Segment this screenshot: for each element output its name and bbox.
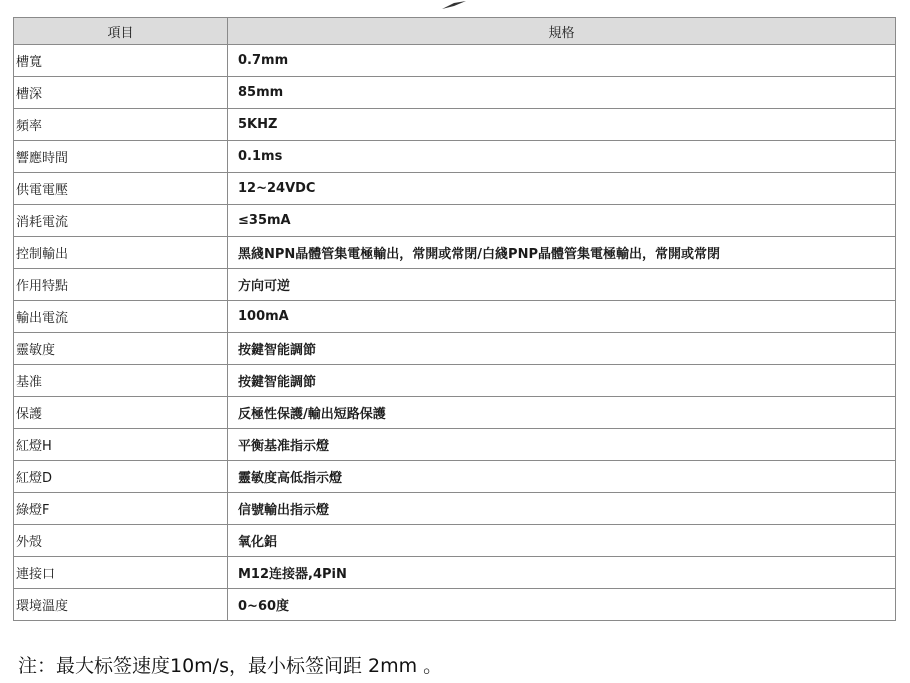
row-value: 100mA xyxy=(228,301,896,333)
row-value: 靈敏度高低指示燈 xyxy=(228,461,896,493)
row-value: 按鍵智能調節 xyxy=(228,365,896,397)
table-row xyxy=(14,365,896,397)
table-row xyxy=(14,333,896,365)
row-name: 環境溫度 xyxy=(14,589,228,621)
table-row xyxy=(14,109,896,141)
row-value: 氧化鋁 xyxy=(228,525,896,557)
table-row xyxy=(14,589,896,621)
row-name: 槽深 xyxy=(14,77,228,109)
row-name: 外殻 xyxy=(14,525,228,557)
row-value: 方向可逆 xyxy=(228,269,896,301)
table-row xyxy=(14,45,896,77)
row-name: 保護 xyxy=(14,397,228,429)
table-row xyxy=(14,493,896,525)
top-arrow-mark xyxy=(440,0,470,10)
row-name: 輸出電流 xyxy=(14,301,228,333)
table-header-row xyxy=(14,18,896,45)
header-item: 項目 xyxy=(14,18,228,45)
table-row xyxy=(14,269,896,301)
row-value: 平衡基准指示燈 xyxy=(228,429,896,461)
row-name: 供電電壓 xyxy=(14,173,228,205)
row-name: 紅燈D xyxy=(14,461,228,493)
row-name: 靈敏度 xyxy=(14,333,228,365)
row-name: 控制輸出 xyxy=(14,237,228,269)
row-value: 信號輸出指示燈 xyxy=(228,493,896,525)
row-name: 基准 xyxy=(14,365,228,397)
table-row xyxy=(14,525,896,557)
row-name: 槽寬 xyxy=(14,45,228,77)
row-value: M12连接器,4PiN xyxy=(228,557,896,589)
table-row xyxy=(14,557,896,589)
row-value: 0.1ms xyxy=(228,141,896,173)
row-name: 綠燈F xyxy=(14,493,228,525)
row-value: 按鍵智能調節 xyxy=(228,333,896,365)
row-value: ≤35mA xyxy=(228,205,896,237)
table-row xyxy=(14,205,896,237)
table-row xyxy=(14,173,896,205)
table-row xyxy=(14,301,896,333)
row-value: 85mm xyxy=(228,77,896,109)
table-row xyxy=(14,77,896,109)
row-value: 黑綫NPN晶體管集電極輸出，常開或常閉/白綫PNP晶體管集電極輸出，常開或常閉 xyxy=(228,237,896,269)
row-name: 紅燈H xyxy=(14,429,228,461)
spec-table xyxy=(13,17,896,621)
row-name: 頻率 xyxy=(14,109,228,141)
row-value: 0.7mm xyxy=(228,45,896,77)
row-name: 作用特點 xyxy=(14,269,228,301)
table-row xyxy=(14,141,896,173)
row-value: 5KHZ xyxy=(228,109,896,141)
table-row xyxy=(14,237,896,269)
footnote: 注：最大标签速度10m/s，最小标签间距 2mm 。 xyxy=(18,655,443,677)
header-spec: 規格 xyxy=(228,18,896,45)
row-value: 12~24VDC xyxy=(228,173,896,205)
row-name: 連接口 xyxy=(14,557,228,589)
table-row xyxy=(14,461,896,493)
table-row xyxy=(14,397,896,429)
row-name: 消耗電流 xyxy=(14,205,228,237)
row-name: 響應時間 xyxy=(14,141,228,173)
row-value: 反極性保護/輸出短路保護 xyxy=(228,397,896,429)
table-row xyxy=(14,429,896,461)
row-value: 0~60度 xyxy=(228,589,896,621)
